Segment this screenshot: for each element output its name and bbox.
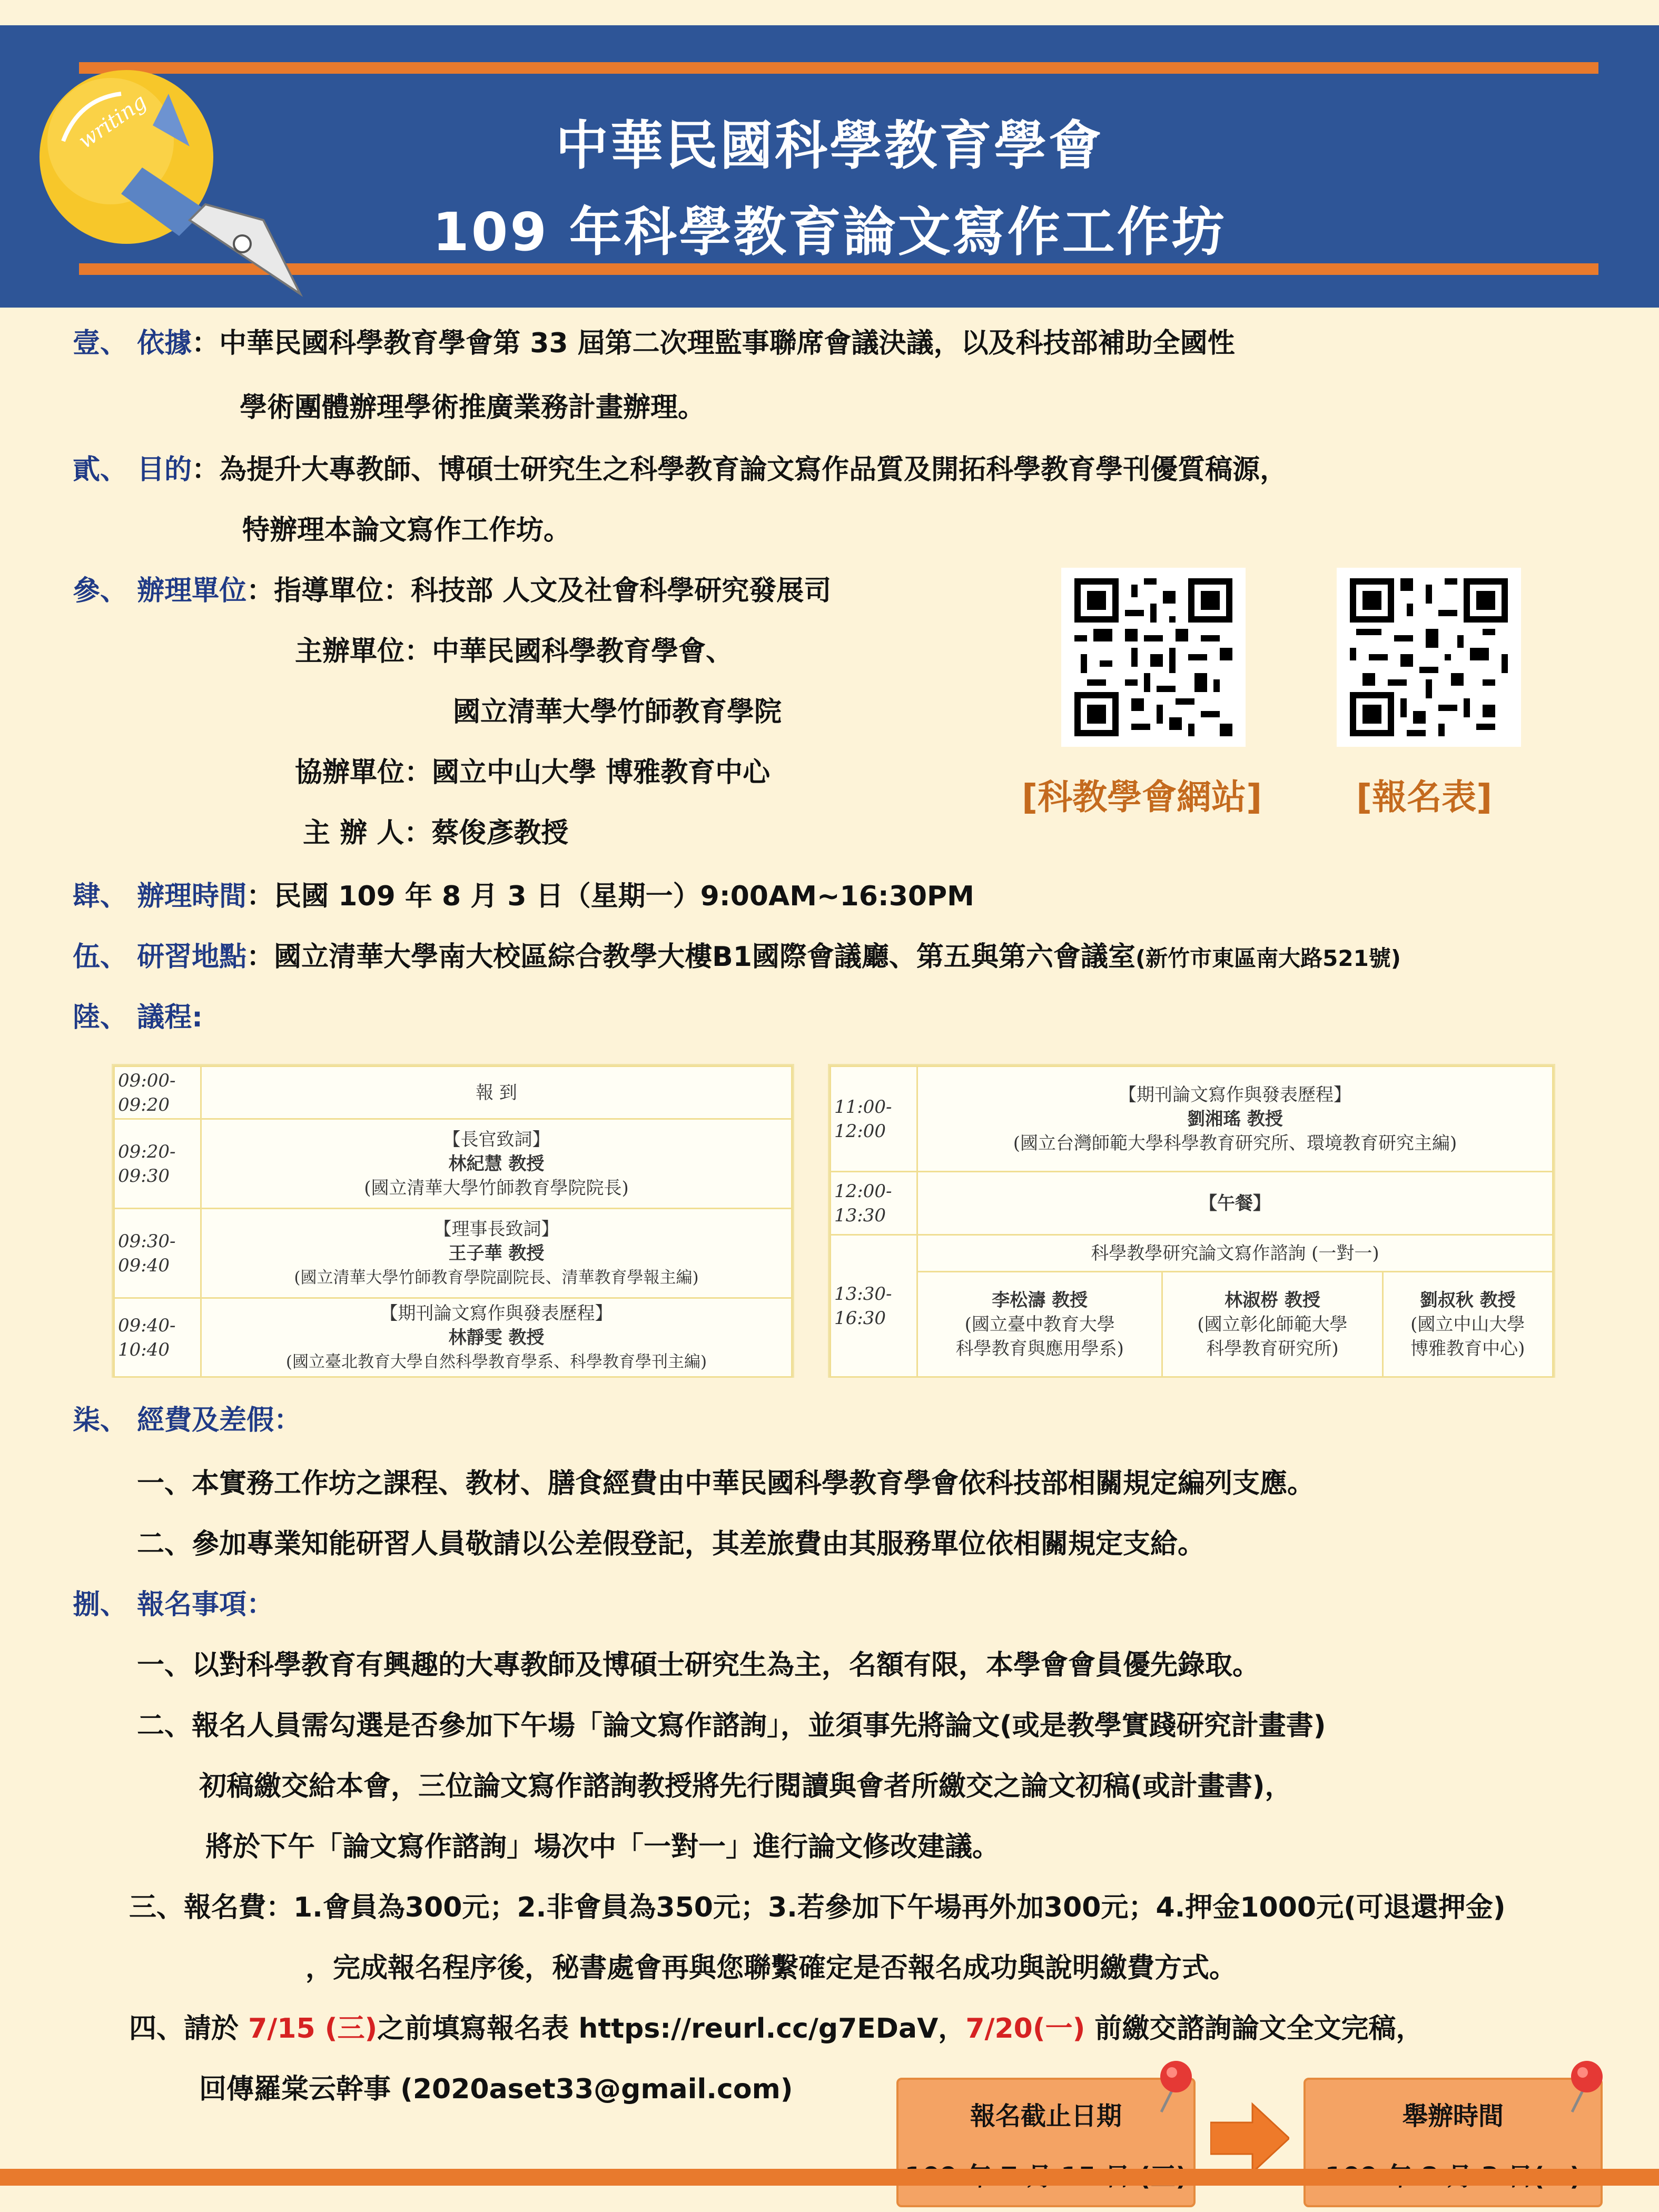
schedule-item [201,1066,792,1119]
section-agenda-heading: 陸、 議程: [73,1002,203,1033]
schedule-row [114,1066,792,1119]
expenses-item-2: 二、參加專業知能研習人員敬請以公差假登記，其差旅費由其服務單位依相關規定支給。 [137,1528,1206,1560]
consultant-name: 林淑梤 教授 [1224,1289,1320,1311]
section-purpose [73,453,1287,487]
consultant-affiliation: 科學教育研究所) [1206,1338,1339,1359]
section-basis-line1: ：中華民國科學教育學會第 33 屆第二次理監事聯席會議決議，以及科技部補助全國性 [192,328,1235,359]
schedule-time: 09:20- 09:30 [114,1119,201,1209]
registration-item-1: 一、以對科學教育有興趣的大專教師及博碩士研究生為主，名額有限，本學會會員優先錄取。 [137,1650,1260,1681]
schedule-row [831,1066,1553,1172]
schedule-row [114,1119,792,1209]
section-venue-text: ：國立清華大學南大校區綜合教學大樓B1國際會議廳、第五與第六會議室 [246,941,1135,973]
schedule-time: 09:30- 09:40 [114,1209,201,1298]
section-basis-heading: 壹、 依據 [73,328,192,359]
schedule-item-title: 【長官致詞】 [442,1129,550,1150]
schedule-row [114,1298,792,1377]
registration-item-2-cont2: 將於下午「論文寫作諮詢」場次中「一對一」進行論文修改建議。 [205,1831,1000,1863]
schedule-time: 11:00- 12:00 [831,1066,917,1172]
schedule-item-title: 【理事長致詞】 [433,1218,559,1240]
schedule-item [917,1172,1553,1235]
organizers-co-host: 協辦單位：國立中山大學 博雅教育中心 [295,757,771,788]
schedule-item [917,1066,1553,1172]
schedule-item-speaker: 劉湘瑤 教授 [1187,1108,1283,1130]
consultant-affiliation: 博雅教育中心) [1410,1338,1525,1359]
schedule-row [831,1172,1553,1235]
deadline-card-title: 報名截止日期 [970,2101,1122,2131]
title-organization: 中華民國科學教育學會 [556,115,1103,176]
schedule-item-speaker: 林紀慧 教授 [448,1153,545,1174]
schedule-time: 12:00- 13:30 [831,1172,917,1235]
section-basis-line2: 學術團體辦理學術推廣業務計畫辦理。 [240,392,706,423]
header-banner [0,25,1659,308]
schedule-item-title: 【期刊論文寫作與發表歷程】 [1119,1084,1351,1105]
schedule-item [201,1298,792,1377]
consultant-affiliation: (國立彰化師範大學 [1197,1314,1348,1335]
section-time-heading: 肆、 辦理時間 [73,881,247,912]
qr-code-icon [1350,578,1508,736]
section-registration-heading: 捌、 報名事項： [73,1589,274,1621]
schedule-row [114,1209,792,1298]
schedule-item-affiliation: (國立臺北教育大學自然科學教育學系、科學教育學刊主編) [285,1352,707,1371]
consultant-affiliation: (國立臺中教育大學 [964,1314,1115,1335]
section-registration [73,1588,274,1622]
organizers-director: 主 辦 人：蔡俊彥教授 [303,817,569,849]
section-venue [73,940,1401,975]
schedule-item-affiliation: (國立清華大學竹師教育學院院長) [364,1177,629,1199]
consultant-name: 李松濤 教授 [992,1289,1088,1311]
qr-registration-caption[interactable]: [報名表] [1356,777,1493,817]
pushpin-icon [1562,2057,1609,2115]
consultant-affiliation: (國立中山大學 [1410,1314,1525,1335]
schedule-item-title: 科學教學研究論文寫作諮詢 (一對一) [917,1235,1553,1272]
registration-link[interactable]: 之前填寫報名表 https://reurl.cc/g7EDaV， [377,2013,966,2045]
deadline-date-registration: 7/15 (三) [248,2013,378,2045]
schedule-item-title: 報 到 [476,1082,517,1103]
schedule-item-speaker: 林靜雯 教授 [448,1327,545,1348]
qr-website-caption[interactable]: [科教學會網站] [1022,777,1262,817]
schedule-item-speaker: 王子華 教授 [448,1242,545,1264]
registration-fee-note: ，完成報名程序後，秘書處會再與您聯繫確定是否報名成功與說明繳費方式。 [305,1952,1237,1984]
qr-website[interactable] [1061,568,1246,747]
arrow-right-icon [1210,2101,1289,2175]
section-purpose-line1: ：為提升大專教師、博碩士研究生之科學教育論文寫作品質及開拓科學教育學刊優質稿源， [192,454,1288,486]
section-time-text: ：民國 109 年 8 月 3 日（星期一）9:00AM~16:30PM [246,881,974,912]
section-organizers-heading: 參、 辦理單位 [73,575,247,607]
section-purpose-heading: 貳、 目的 [73,454,192,486]
registration-deadline [129,2012,1424,2046]
schedule-morning [112,1064,794,1378]
consultant-affiliation: 科學教育與應用學系) [955,1338,1124,1359]
schedule-row [831,1272,1553,1377]
qr-registration[interactable] [1337,568,1521,747]
registration-deadline-prefix: 四、請於 [129,2013,249,2045]
lightbulb-pen-icon [32,62,327,310]
section-organizers [73,574,831,608]
schedule-time: 13:30- 16:30 [831,1235,917,1377]
organizers-supervisor: ：指導單位：科技部 人文及社會科學研究發展司 [246,575,832,607]
consultant-cell [917,1272,1162,1377]
organizers-host-2: 國立清華大學竹師教育學院 [453,696,782,728]
expenses-item-1: 一、本實務工作坊之課程、教材、膳食經費由中華民國科學教育學會依科技部相關規定編列支應。 [137,1468,1315,1499]
consultant-name: 劉叔秋 教授 [1419,1289,1516,1311]
schedule-time: 09:00- 09:20 [114,1066,201,1119]
section-time [73,880,974,913]
section-basis [73,327,1235,360]
schedule-item [201,1209,792,1298]
section-expenses [73,1404,301,1437]
schedule-item [201,1119,792,1209]
registration-item-2-cont: 初稿繳交給本會，三位論文寫作諮詢教授將先行閱讀與會者所繳交之論文初稿(或計畫書)， [199,1771,1292,1802]
consultant-cell [1382,1272,1553,1377]
deadline-date-paper: 7/20(一) [965,2013,1085,2045]
registration-fee: 三、報名費：1.會員為300元；2.非會員為350元；3.若參加下午場再外加300元；4.押金1000元(可退還押金) [129,1892,1506,1923]
registration-item-2: 二、報名人員需勾選是否參加下午場「論文寫作諮詢」，並須事先將論文(或是教學實踐研究計畫書) [137,1710,1326,1742]
footer-stripe [0,2169,1659,2186]
consultant-cell [1162,1272,1382,1377]
organizers-host: 主辦單位：中華民國科學教育學會、 [295,636,734,667]
pushpin-icon [1151,2057,1198,2115]
section-venue-address: (新竹市東區南大路521號) [1135,945,1401,971]
title-workshop: 109 年科學教育論文寫作工作坊 [432,201,1227,263]
section-venue-heading: 伍、 研習地點 [73,941,247,973]
section-expenses-heading: 柒、 經費及差假： [73,1405,302,1436]
schedule-item-affiliation: (國立清華大學竹師教育學院副院長、清華教育學報主編) [294,1268,699,1287]
section-agenda [73,1001,203,1034]
event-card [1303,2078,1603,2207]
schedule-item-title: 【午餐】 [1199,1192,1271,1214]
schedule-afternoon [828,1064,1555,1378]
event-card-title: 舉辦時間 [1402,2101,1504,2131]
schedule-item-title: 【期刊論文寫作與發表歷程】 [380,1302,613,1324]
schedule-item-affiliation: (國立台灣師範大學科學教育研究所、環境教育研究主編) [1013,1132,1457,1154]
registration-contact[interactable]: 回傳羅棠云幹事 (2020aset33@gmail.com) [199,2073,793,2105]
schedule-row [831,1235,1553,1272]
logo-text: writing [74,89,151,154]
qr-code-icon [1074,578,1232,736]
schedule-time: 09:40- 10:40 [114,1298,201,1377]
registration-deadline-suffix: 前繳交諮詢論文全文完稿， [1085,2013,1424,2045]
section-purpose-line2: 特辦理本論文寫作工作坊。 [242,515,571,546]
